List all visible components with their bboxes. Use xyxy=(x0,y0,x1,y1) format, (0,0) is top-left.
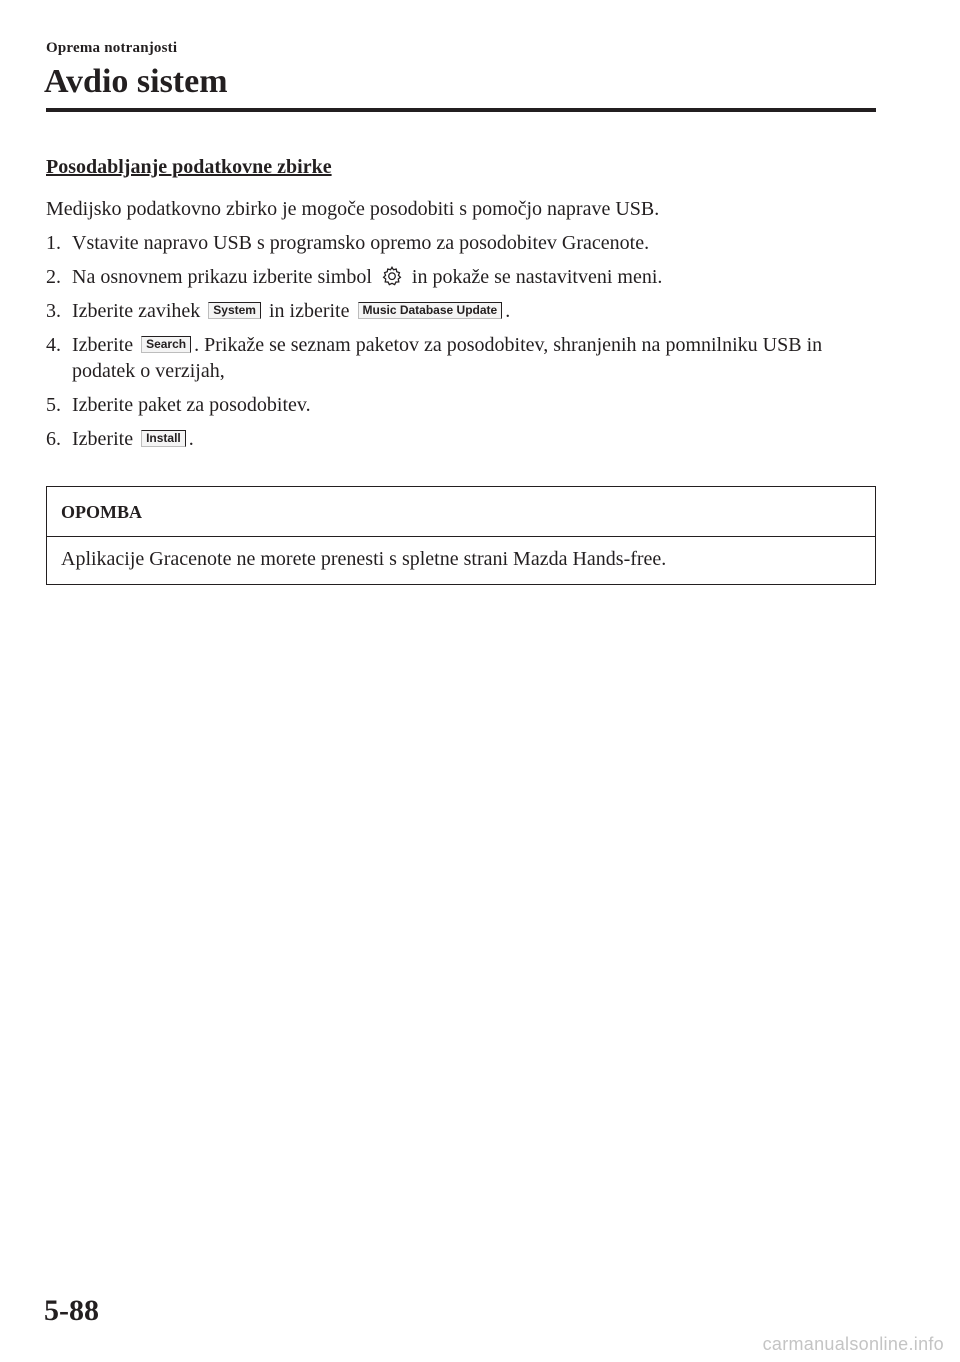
step-text: Vstavite napravo USB s programsko opremo za posodobitev Gracenote. xyxy=(72,232,650,254)
step-1 xyxy=(46,230,876,256)
subheading: Posodabljanje podatkovne zbirke xyxy=(46,156,332,178)
step-text: Izberite xyxy=(72,334,134,356)
music-database-update-button[interactable]: Music Database Update xyxy=(358,302,503,319)
note-title: OPOMBA xyxy=(47,487,875,537)
step-6 xyxy=(46,426,876,452)
page-number: 5-88 xyxy=(44,1294,99,1327)
step-text: Na osnovnem prikazu izberite simbol xyxy=(72,266,372,288)
step-number: 3. xyxy=(46,300,61,322)
step-4 xyxy=(46,332,876,384)
step-3 xyxy=(46,298,876,324)
step-number: 6. xyxy=(46,428,61,450)
note-box xyxy=(46,486,876,585)
title-rule xyxy=(46,108,876,112)
install-button[interactable]: Install xyxy=(141,430,186,447)
step-text: Izberite zavihek xyxy=(72,300,201,322)
main-content xyxy=(46,154,876,585)
step-text: . Prikaže se seznam paketov za posodobitev, shranjenih na pomnilniku USB in podatek o verzijah, xyxy=(72,334,823,382)
intro-paragraph: Medijsko podatkovno zbirko je mogoče posodobiti s pomočjo naprave USB. xyxy=(46,198,660,220)
step-5 xyxy=(46,392,876,418)
step-text: . xyxy=(188,428,194,450)
step-text: Izberite xyxy=(72,428,134,450)
step-text: . xyxy=(505,300,511,322)
step-text: in pokaže se nastavitveni meni. xyxy=(411,266,663,288)
step-text: in izberite xyxy=(268,300,350,322)
step-2 xyxy=(46,264,876,290)
step-number: 5. xyxy=(46,394,61,416)
watermark: carmanualsonline.info xyxy=(762,1334,944,1354)
step-number: 1. xyxy=(46,232,61,254)
system-tab-button[interactable]: System xyxy=(208,302,261,319)
chapter-title: Avdio sistem xyxy=(44,63,228,100)
step-number: 2. xyxy=(46,266,61,288)
section-label: Oprema notranjosti xyxy=(46,40,178,56)
search-button[interactable]: Search xyxy=(141,336,191,353)
step-number: 4. xyxy=(46,334,61,356)
step-text: Izberite paket za posodobitev. xyxy=(72,394,311,416)
note-body: Aplikacije Gracenote ne morete prenesti s spletne strani Mazda Hands-free. xyxy=(61,548,667,570)
gear-icon xyxy=(381,265,403,287)
steps-list xyxy=(46,230,876,452)
